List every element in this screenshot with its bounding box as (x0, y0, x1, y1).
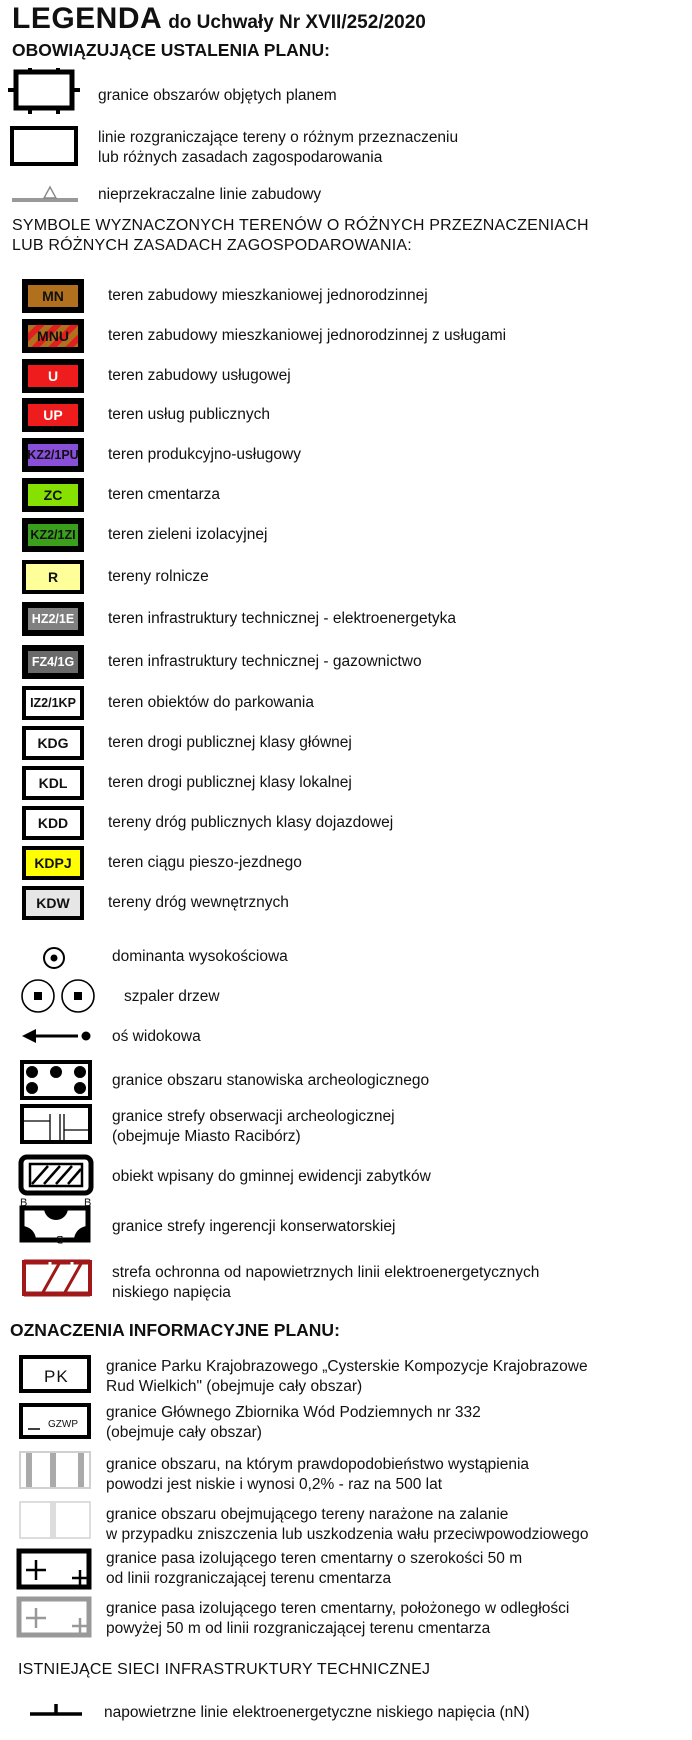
conservation-letter: B (56, 1233, 64, 1245)
zone-symbol (22, 319, 84, 353)
zone-symbol (22, 806, 84, 840)
dividing-line-symbol (10, 126, 80, 166)
zone-symbol (22, 686, 84, 720)
zone-code: KDPJ (26, 850, 80, 876)
info-label: w przypadku zniszczenia lub uszkodzenia wału przeciwpowodziowego (106, 1526, 589, 1543)
section-networks-heading: ISTNIEJĄCE SIECI INFRASTRUKTURY TECHNICZNEJ (18, 1661, 431, 1678)
zone-label: teren obiektów do parkowania (108, 694, 314, 711)
zone-code: UP (28, 404, 78, 426)
info-label: powyżej 50 m od linii rozgraniczającej terenu cmentarza (106, 1620, 491, 1637)
marker-label: strefa ochronna od napowietrznych linii elektroenergetycznych (112, 1264, 540, 1281)
info-label: granice Parku Krajobrazowego „Cysterskie Kompozycje Krajobrazowe (106, 1358, 588, 1375)
tree-row-icon (20, 978, 96, 1014)
section-binding-heading: OBOWIĄZUJĄCE USTALENIA PLANU: (12, 40, 330, 60)
zone-symbol (22, 518, 84, 552)
section-symbols-heading: SYMBOLE WYZNACZONYCH TERENÓW O RÓŻNYCH PRZEZNACZENIACH (12, 217, 589, 234)
network-label: napowietrzne linie elektroenergetyczne niskiego napięcia (nN) (104, 1704, 530, 1721)
zone-code: KDG (26, 730, 80, 756)
marker-label: szpaler drzew (124, 988, 220, 1005)
view-axis-icon (22, 1026, 94, 1046)
zone-label: tereny dróg wewnętrznych (108, 894, 289, 911)
zone-symbol (22, 478, 84, 512)
zone-symbol (22, 359, 84, 393)
line-label: lub różnych zasadach zagospodarowania (98, 149, 383, 166)
marker-label: granice strefy ingerencji konserwatorskiej (112, 1218, 396, 1235)
zone-code: R (26, 564, 80, 590)
zone-label: teren usług publicznych (108, 406, 270, 423)
heritage-object-symbol (18, 1154, 94, 1196)
gzwp-letters: GZWP (48, 1419, 78, 1430)
height-dominant-icon (42, 946, 66, 970)
flood-risk-symbol (18, 1450, 94, 1490)
zone-label: teren infrastruktury technicznej - gazownictwo (108, 653, 422, 670)
line-label: granice obszarów objętych planem (98, 87, 337, 104)
plan-boundary-symbol (8, 68, 78, 114)
zone-symbol (22, 645, 84, 679)
park-letters: PK (44, 1367, 69, 1386)
zone-label: tereny rolnicze (108, 568, 209, 585)
zone-code: MN (28, 285, 78, 307)
marker-label: oś widokowa (112, 1028, 201, 1045)
zone-label: teren infrastruktury technicznej - elektroenergetyka (108, 610, 457, 627)
archaeological-observation-symbol (20, 1104, 92, 1144)
zone-label: teren ciągu pieszo-jezdnego (108, 854, 302, 871)
archaeological-site-symbol (20, 1060, 92, 1100)
zone-code: U (28, 365, 78, 387)
zone-label: teren zabudowy mieszkaniowej jednorodzinnej z usługami (108, 327, 507, 344)
power-line-protection-zone-symbol (20, 1256, 96, 1300)
section-symbols-heading: LUB RÓŻNYCH ZASADACH ZAGOSPODAROWANIA: (12, 237, 412, 254)
line-label: nieprzekraczalne linie zabudowy (98, 186, 322, 203)
low-voltage-line-symbol (28, 1702, 84, 1718)
zone-label: teren zieleni izolacyjnej (108, 526, 268, 543)
marker-label: granice strefy obserwacji archeologicznej (112, 1108, 395, 1125)
zone-label: teren drogi publicznej klasy głównej (108, 734, 352, 751)
zone-label: teren cmentarza (108, 486, 220, 503)
cemetery-belt-over-50m-symbol (16, 1596, 94, 1638)
zone-symbol (22, 726, 84, 760)
zone-symbol (22, 398, 84, 432)
marker-label: granice obszaru stanowiska archeologicznego (112, 1072, 430, 1089)
info-label: granice obszaru, na którym prawdopodobieństwo wystąpienia (106, 1456, 530, 1473)
zone-code: ZC (28, 484, 78, 506)
legend-subtitle: do Uchwały Nr XVII/252/2020 (168, 12, 426, 33)
marker-label: niskiego napięcia (112, 1284, 231, 1301)
conservation-letter: B (84, 1197, 92, 1209)
zone-code: HZ2/1E (28, 608, 78, 630)
info-label: granice pasa izolującego teren cmentarny o szerokości 50 m (106, 1550, 523, 1567)
zone-code: FZ4/1G (28, 651, 78, 673)
zone-symbol (22, 846, 84, 880)
zone-label: teren zabudowy usługowej (108, 367, 291, 384)
zone-code: KZ2/1ZI (28, 524, 78, 546)
info-label: granice obszaru obejmującego tereny narażone na zalanie (106, 1506, 509, 1523)
zone-code: KZ2/1PU (28, 444, 78, 466)
info-label: (obejmuje cały obszar) (106, 1424, 262, 1441)
building-line-symbol (10, 184, 80, 204)
marker-label: dominanta wysokościowa (112, 948, 288, 965)
zone-code: KDD (26, 810, 80, 836)
zone-symbol (22, 766, 84, 800)
zone-label: teren produkcyjno-usługowy (108, 446, 301, 463)
zone-code: IZ2/1KP (26, 690, 80, 716)
cemetery-belt-50m-symbol (16, 1548, 94, 1590)
info-label: od linii rozgraniczającej terenu cmentarza (106, 1570, 392, 1587)
zone-symbol (22, 560, 84, 594)
zone-code: KDL (26, 770, 80, 796)
info-label: Rud Wielkich" (obejmuje cały obszar) (106, 1378, 363, 1395)
zone-symbol (22, 438, 84, 472)
line-label: linie rozgraniczające tereny o różnym przeznaczeniu (98, 129, 459, 146)
marker-label: (obejmuje Miasto Racibórz) (112, 1128, 301, 1145)
zone-label: teren zabudowy mieszkaniowej jednorodzinnej (108, 287, 428, 304)
flood-embankment-symbol (18, 1500, 94, 1540)
legend-header (12, 2, 426, 36)
legend-title: LEGENDA (12, 2, 163, 35)
info-label: granice Głównego Zbiornika Wód Podziemnych nr 332 (106, 1404, 481, 1421)
zone-code: MNU (28, 325, 78, 347)
info-label: powodzi jest niskie i wynosi 0,2% - raz na 500 lat (106, 1476, 442, 1493)
zone-symbol (22, 886, 84, 920)
section-info-heading: OZNACZENIA INFORMACYJNE PLANU: (10, 1320, 340, 1340)
zone-label: teren drogi publicznej klasy lokalnej (108, 774, 352, 791)
marker-label: obiekt wpisany do gminnej ewidencji zabytków (112, 1168, 431, 1185)
conservation-letter: B (20, 1197, 28, 1209)
zone-symbol (22, 602, 84, 636)
zone-code: KDW (26, 890, 80, 916)
zone-symbol (22, 279, 84, 313)
info-label: granice pasa izolującego teren cmentarny, położonego w odległości (106, 1600, 570, 1617)
zone-label: tereny dróg publicznych klasy dojazdowej (108, 814, 394, 831)
